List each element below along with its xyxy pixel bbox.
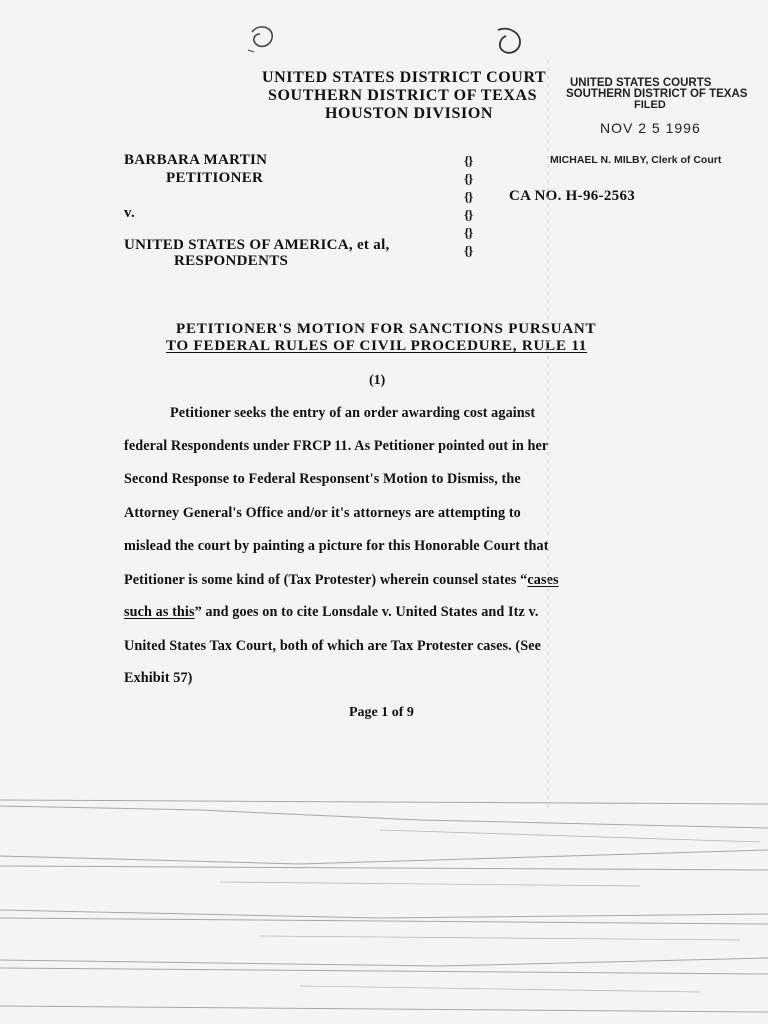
petitioner-name: BARBARA MARTIN: [124, 152, 268, 168]
court-division: HOUSTON DIVISION: [325, 105, 494, 122]
court-name: UNITED STATES DISTRICT COURT: [262, 69, 547, 86]
body-line-4: Attorney General's Office and/or it's attorneys are attempting to: [124, 505, 521, 521]
page-number: Page 1 of 9: [349, 705, 414, 720]
body-line-7-text: ” and goes on to cite Lonsdale v. United States and Itz v.: [194, 604, 539, 620]
versus: v.: [124, 205, 136, 221]
bracket: {}: [464, 153, 473, 168]
respondent-name: UNITED STATES OF AMERICA, et al,: [124, 237, 390, 253]
body-line-9: Exhibit 57): [124, 670, 193, 686]
body-line-6: [124, 572, 559, 589]
stamp-courts: UNITED STATES COURTS: [570, 77, 712, 89]
body-line-1: Petitioner seeks the entry of an order awarding cost against: [170, 405, 536, 421]
quoted-such-as-this: such as this: [124, 604, 195, 620]
stamp-date: NOV 2 5 1996: [600, 120, 701, 136]
scan-mark-left: [240, 22, 300, 56]
bracket: {}: [464, 171, 473, 186]
quoted-cases: cases: [527, 572, 559, 588]
caption-brackets: [464, 152, 472, 260]
bracket: {}: [464, 189, 473, 204]
body-line-3: Second Response to Federal Responsent's Motion to Dismiss, the: [124, 471, 521, 487]
scan-artifact-lines: [0, 790, 768, 1024]
respondent-role: RESPONDENTS: [174, 253, 289, 269]
body-line-6-text: Petitioner is some kind of (Tax Protester) wherein counsel states “: [124, 572, 528, 588]
body-line-5: mislead the court by painting a picture for this Honorable Court that: [124, 538, 549, 554]
case-number: CA NO. H-96-2563: [509, 188, 636, 204]
body-line-7: [124, 604, 539, 621]
petitioner-role: PETITIONER: [166, 170, 264, 186]
stamp-district: SOUTHERN DISTRICT OF TEXAS: [566, 88, 748, 100]
bracket: {}: [464, 243, 473, 258]
bracket: {}: [464, 207, 473, 222]
section-number: (1): [369, 373, 386, 388]
fold-mark: [546, 60, 550, 810]
body-line-8: United States Tax Court, both of which are Tax Protester cases. (See: [124, 638, 542, 654]
stamp-filed: FILED: [634, 99, 666, 111]
body-line-2: federal Respondents under FRCP 11. As Petitioner pointed out in her: [124, 438, 549, 454]
motion-title-line-2: TO FEDERAL RULES OF CIVIL PROCEDURE, RULE 11: [166, 338, 588, 354]
bracket: {}: [464, 225, 473, 240]
stamp-clerk: MICHAEL N. MILBY, Clerk of Court: [550, 154, 722, 166]
scan-mark-right: [492, 24, 528, 60]
motion-title-line-1: PETITIONER'S MOTION FOR SANCTIONS PURSUANT: [176, 321, 597, 337]
court-district: SOUTHERN DISTRICT OF TEXAS: [268, 87, 538, 104]
